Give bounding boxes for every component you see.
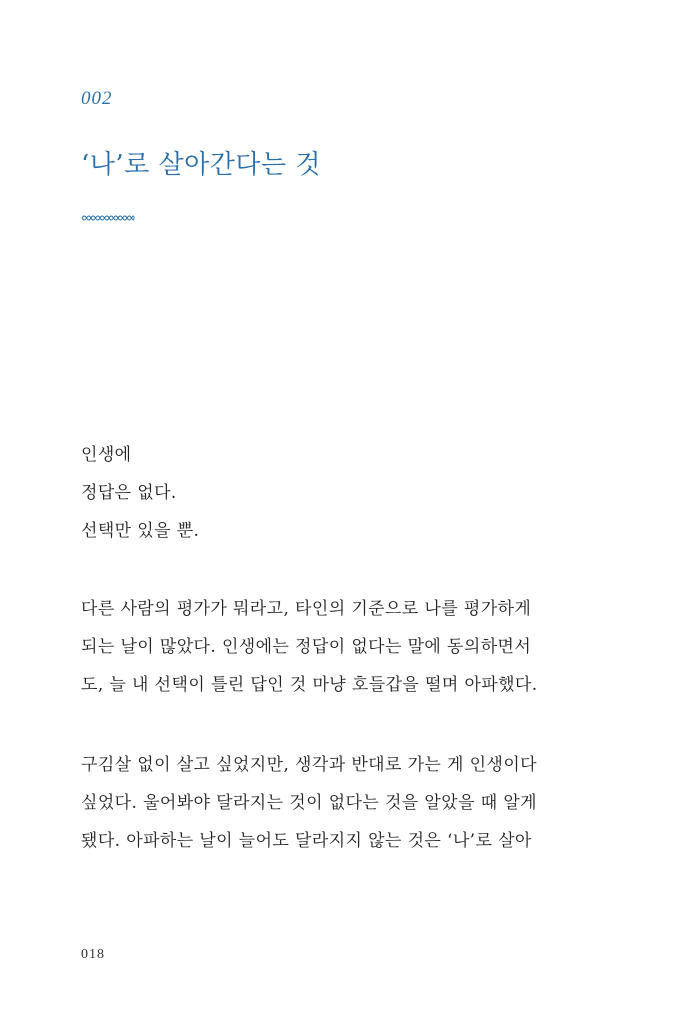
paragraph-3 [81, 746, 561, 860]
paragraph-line: 인생에 [81, 445, 132, 465]
paragraph-line: 구김살 없이 살고 싶었지만, 생각과 반대로 가는 게 인생이다 [81, 755, 537, 775]
paragraph-line: 싶었다. 울어봐야 달라지는 것이 없다는 것을 알았을 때 알게 [81, 793, 537, 813]
chapter-title: ‘나’로 살아간다는 것 [81, 150, 321, 180]
page-number: 018 [81, 947, 105, 962]
paragraph-line: 정답은 없다. [81, 483, 177, 503]
paragraph-line: 선택만 있을 뿐. [81, 521, 200, 541]
paragraph-line: 되는 날이 많았다. 인생에는 정답이 없다는 말에 동의하면서 [81, 637, 532, 657]
paragraph-line: 다른 사람의 평가가 뭐라고, 타인의 기준으로 나를 평가하게 [81, 599, 532, 619]
paragraph-2 [81, 590, 561, 704]
wave-divider [81, 213, 135, 223]
paragraph-line: 됐다. 아파하는 날이 늘어도 달라지지 않는 것은 ‘나’로 살아 [81, 831, 532, 851]
paragraph-line: 도, 늘 내 선택이 틀린 답인 것 마냥 호들갑을 떨며 아파했다. [81, 675, 538, 695]
paragraph-1 [81, 436, 561, 550]
chapter-number: 002 [81, 88, 113, 109]
